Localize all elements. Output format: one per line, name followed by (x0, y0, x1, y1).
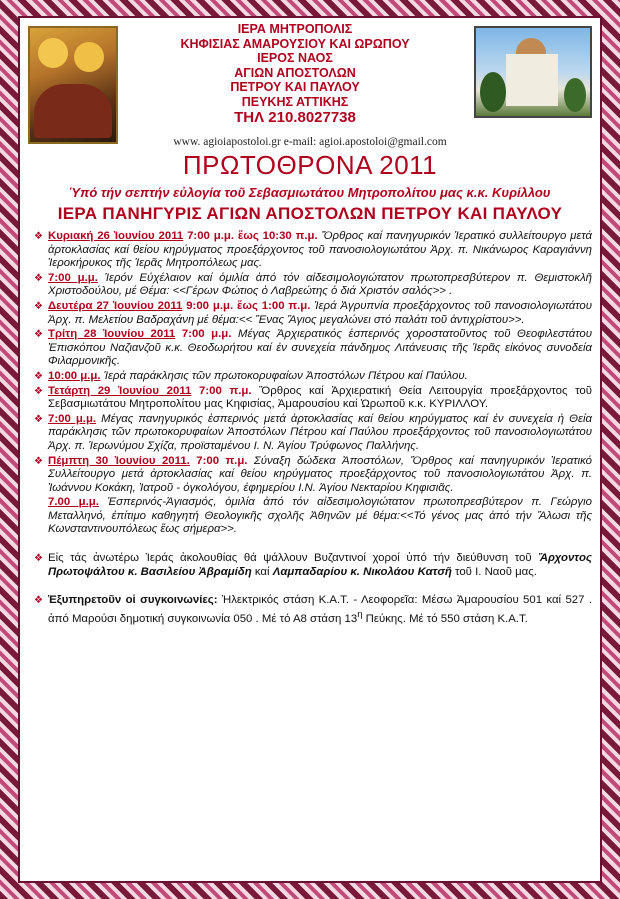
item-date: 7:00 μ.μ. (48, 412, 97, 425)
header-line: ΠΕΤΡΟΥ ΚΑΙ ΠΑΥΛΟΥ (230, 80, 360, 94)
list-item (30, 496, 592, 537)
item-date: 7:00 μ.μ. (48, 271, 98, 284)
item-date: Πέμπτη 30 Ἰουνίου 2011. (48, 454, 190, 467)
item-text: Μέγας πανηγυρικός ἑσπερινός μετά ἀρτοκλασίας καί θείου κηρύγματος καί ἐν συνεχεία ἡ Θεία παράκλησις τῶν πρωτοκορυφαίων Ἀποστόλων Πέτρου καί Παύλου προεξάρχοντος τοῦ πανοσιολογιωτάτου Ἀρχ. π. Ἱερωνύμου Σχίζα, προϊσταμένου Ι. Ν. Ἁγίου Τρύφωνος Παλλήνης. (48, 412, 592, 452)
bullet-icon: ❖ (34, 413, 43, 425)
item-date: 10:00 μ.μ. (48, 369, 101, 382)
subtitle: Ὑπό τήν σεπτήν εὐλογία τοῦ Σεβασμιωτάτου Μητροπολίτου μας κ.κ. Κυρίλλου (69, 185, 551, 200)
item-time: 9:00 μ.μ. ἕως 1:00 π.μ. (182, 299, 311, 312)
header-line: ΙΕΡΑ ΜΗΤΡΟΠΟΛΙΣ (237, 22, 353, 36)
header-line: ΚΗΦΙΣΙΑΣ ΑΜΑΡΟΥΣΙΟΥ ΚΑΙ ΩΡΩΠΟΥ (180, 36, 410, 51)
bullet-icon: ❖ (34, 455, 43, 467)
transport-label: Ἐξυπηρετοῦν οἱ συγκοινωνίες: (48, 594, 218, 607)
list-item (30, 413, 592, 454)
flyer (18, 16, 602, 883)
choir-leader-1: Ἄρχοντος Πρωτοψάλτου κ. Βασιλείου Ἀβραμίδη (48, 552, 592, 578)
item-text: Ἱερά παράκλησις τῶν πρωτοκορυφαίων Ἀποστόλων Πέτρου καί Παύλου. (100, 369, 468, 382)
item-text: Ἱερόν Εὐχέλαιον καί ὁμιλία ἀπό τόν αἰδεσιμολογιώτατον πρωτοπρεσβύτερον π. Θεμιστοκλῆ Χριστοδούλου, μέ Θέμα: <<Γέρων Φώτιος ὁ Λαβρεώτης ὁ διά Χριστόν σαλός>> . (48, 271, 593, 298)
transport-note (30, 594, 592, 626)
page-title: ΠΡΩΤΟΘΡΟΝΑ 2011 (182, 150, 438, 180)
item-text: Ἱερά Ἀγρυπνία προεξάρχοντος τοῦ πανοσιολογιωτάτου Ἀρχ. π. Μελετίου Βαδραχάνη μέ θέμα:<< Ἕνας Ἅγιος μεγαλώνει στό παλάτι τοῦ ἀντιχρίστου>>. (48, 299, 592, 326)
list-item (30, 272, 592, 299)
item-text: Σύναξη δώδεκα Ἀποστόλων, Ὄρθρος καί πανηγυρικόν Ἱερατικό Συλλείτουργο μετά ἀρτοκλασίας καί θείου κηρύγματος προεξάρχοντος τοῦ πανοσιολογιωτάτου Ἀρχ. π. Ἰωάννου Κοκάκη, Ἰατροῦ - ὀγκολόγου, ἐφημερίου Ι.Ν. Ἁγίου Νεκταρίου Κηφισιᾶς. (48, 454, 592, 494)
header (20, 18, 600, 126)
item-date: Δευτέρα 27 Ἰουνίου 2011 (48, 299, 183, 312)
list-item (30, 385, 592, 412)
item-text: Ὄρθρος καί Ἀρχιερατική Θεία Λειτουργία προεξάρχοντος τοῦ Σεβασμιωτάτου Μητροπολίτου μας Κηφισίας, Ἀμαρουσίου καί Ὠρωποῦ κ.κ. ΚΥΡΙΛΛΟΥ. (48, 384, 593, 411)
bullet-icon: ❖ (34, 553, 43, 565)
item-time: 7:00 π.μ. (189, 454, 248, 467)
choir-leader-2: Λαμπαδαρίου κ. Νικολάου Κατσῆ (272, 565, 452, 578)
list-item (30, 328, 592, 369)
list-item (30, 370, 592, 384)
contact-line: www. agioiapostoloi.gr e-mail: agioi.apostoloi@gmail.com (173, 136, 447, 148)
item-time: 7:00 π.μ. (191, 384, 252, 397)
header-line: ΑΓΙΩΝ ΑΠΟΣΤΟΛΩΝ (234, 65, 356, 80)
header-line: ΠΕΥΚΗΣ ΑΤΤΙΚΗΣ (241, 94, 349, 109)
bullet-icon: ❖ (34, 595, 43, 607)
item-time: 7:00 μ.μ. (175, 328, 232, 341)
header-line: ΙΕΡΟΣ ΝΑΟΣ (257, 51, 333, 65)
festival-title: ΙΕΡΑ ΠΑΝΗΓΥΡΙΣ ΑΓΙΩΝ ΑΠΟΣΤΟΛΩΝ ΠΕΤΡΟΥ ΚΑΙ ΠΑΥΛΟΥ (57, 204, 563, 223)
bullet-icon: ❖ (34, 300, 43, 312)
item-text: Ἑσπερινός-Ἁγιασμός, ὁμιλία ἀπό τόν αἰδεσιμολογιώτατον πρωτοπρεσβύτερον π. Γεώργιο Μεταλληνό, ἐπίτιμο καθηγητή Θεολογικῆς σχολῆς Ἀθηνῶν μέ θέμα:<<Τό γένος μας ἀπό τήν Ἅλωσι τῆς Κωνσταντινουπόλεως ἕως σήμερα>>. (48, 496, 592, 536)
church-name (120, 22, 470, 127)
list-item (30, 300, 592, 327)
transport-sup: η (357, 608, 363, 620)
bullet-icon: ❖ (34, 231, 43, 242)
item-time: 7:00 μ.μ. ἕως 10:30 π.μ. (183, 230, 318, 242)
item-text: Ὄρθρος καί πανηγυρικόν Ἱερατικό συλλείτουργο μετά ἀρτοκλασίας καί θείου κηρύγματος προεξάρχοντος τοῦ πανοσιολογιωτάτου Ἀρχ. π. Νικάνωρος Καραγιάννη Ἱεροκήρυκος τῆς Ἱερᾶς Μητροπόλεως μας. (48, 230, 592, 270)
choir-note (30, 552, 592, 579)
list-item (30, 230, 592, 271)
item-text: Μέγας Ἀρχιερατικός ἑσπερινός χοροστατοῦντος τοῦ Θεοφιλεστάτου Ἐπισκόπου Ναζιανζοῦ κ.κ. Θεοδωρήτου καί ἐν συνεχεία πάνδημος Λιτάνευσις τῆς Ἱερᾶς εἰκόνος συνοδεία Φιλαρμονικῆς. (48, 328, 592, 368)
item-date: Τρίτη 28 Ἰουνίου 2011 (48, 328, 176, 341)
transport-tail: Πεύκης. Μέ τό 550 στάση Κ.Α.Τ. (362, 612, 528, 625)
list-item (30, 455, 592, 496)
item-date: 7.00 μ.μ. (48, 496, 99, 509)
schedule (30, 230, 592, 627)
bullet-icon: ❖ (34, 272, 43, 284)
choir-text: τοῦ Ι. Ναοῦ μας. (451, 565, 537, 578)
church-photo (474, 26, 592, 118)
bullet-icon: ❖ (34, 329, 43, 341)
bullet-icon: ❖ (34, 385, 43, 397)
bullet-icon: ❖ (34, 370, 43, 382)
item-date: Τετάρτη 29 Ἰουνίου 2011 (48, 384, 192, 397)
icon-saints-peter-paul (28, 26, 118, 144)
phone-number: ΤΗΛ 210.8027738 (234, 109, 356, 126)
transport-text: Ἠλεκτρικός στάση Κ.Α.Τ. - Λεοφορεῖα: Μέσω Ἀμαρουσίου 501 καί 527 . ἀπό Μαρούσι δημοτική συγκοινωνία 050 . Μέ τό Α8 στάση 13 (48, 594, 592, 625)
choir-text: καί (251, 565, 273, 578)
choir-text: Εἰς τάς ἀνωτέρω Ἱεράς ἀκολουθίας θά ψάλλουν Βυζαντινοί χοροί ὑπό τήν διεύθυνση τοῦ (48, 552, 539, 565)
item-date: Κυριακή 26 Ἰουνίου 2011 (48, 230, 184, 242)
